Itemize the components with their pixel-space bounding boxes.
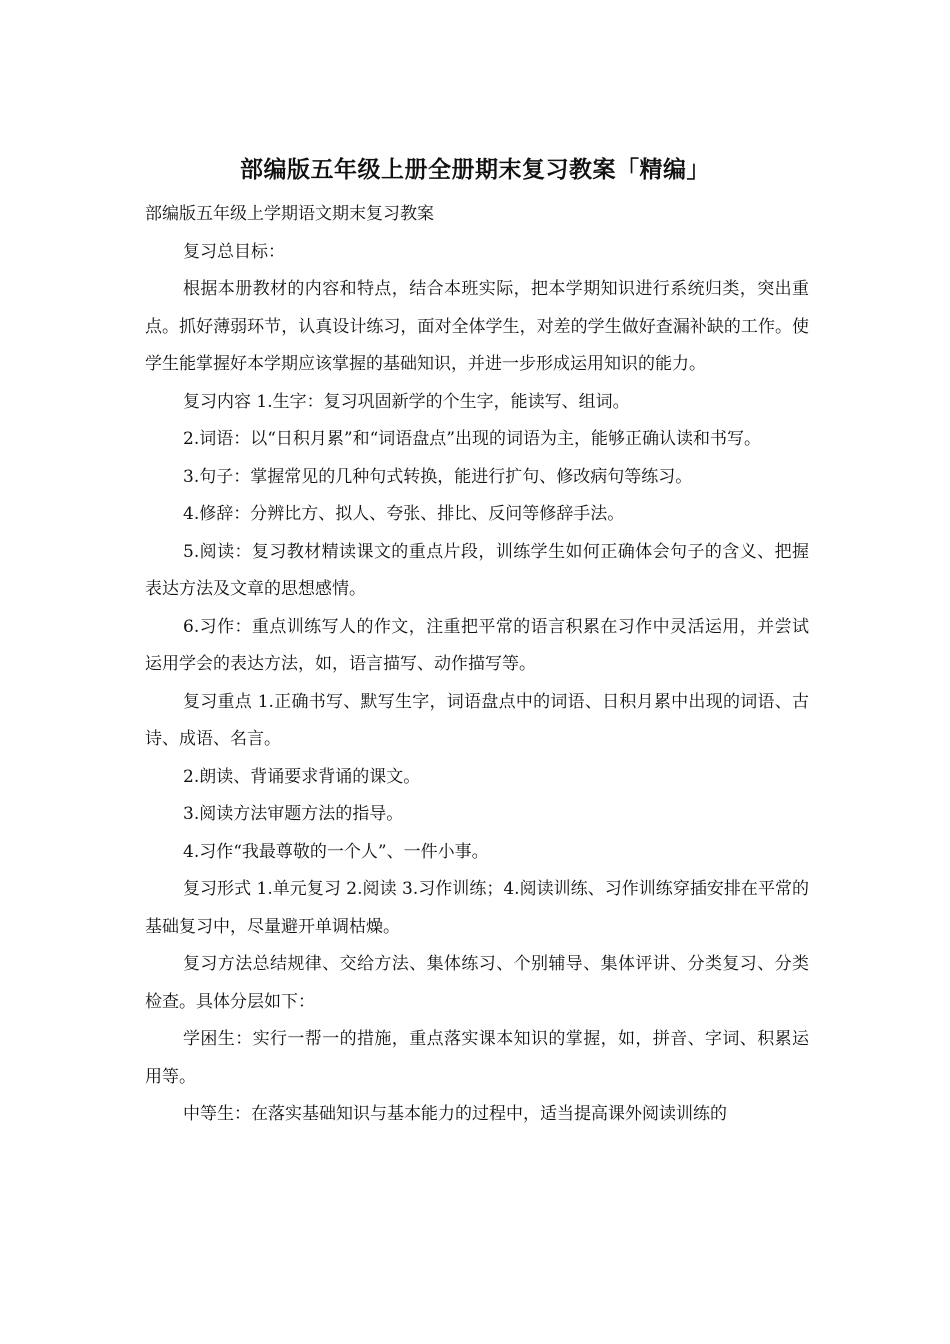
paragraph: 复习内容 1.生字：复习巩固新学的个生字，能读写、组词。 — [183, 391, 630, 412]
paragraph: 3.阅读方法审题方法的指导。 — [183, 804, 404, 824]
paragraph: 5.阅读：复习教材精读课文的重点片段，训练学生如何正确体会句子的含义、把握表达方法及文章的思想感情。 — [145, 541, 809, 599]
document-body — [145, 196, 809, 1134]
paragraph: 中等生：在落实基础知识与基本能力的过程中，适当提高课外阅读训练的 — [183, 1104, 727, 1124]
paragraph: 2.朗读、背诵要求背诵的课文。 — [183, 766, 421, 787]
paragraph: 4.习作“我最尊敬的一个人”、一件小事。 — [183, 841, 489, 862]
paragraph: 6.习作：重点训练写人的作文，注重把平常的语言积累在习作中灵活运用，并尝试运用学会的表达方法，如，语言描写、动作描写等。 — [145, 616, 809, 674]
paragraph: 学困生：实行一帮一的措施，重点落实课本知识的掌握，如，拼音、字词、积累运用等。 — [145, 1029, 809, 1087]
paragraph: 复习总目标： — [183, 241, 285, 262]
document-title: 部编版五年级上册全册期末复习教案「精编」 — [240, 156, 710, 183]
paragraph: 部编版五年级上学期语文期末复习教案 — [145, 204, 434, 224]
paragraph: 复习重点 1.正确书写、默写生字，词语盘点中的词语、日积月累中出现的词语、古诗、成语、名言。 — [145, 691, 809, 749]
paragraph: 根据本册教材的内容和特点，结合本班实际，把本学期知识进行系统归类，突出重点。抓好薄弱环节，认真设计练习，面对全体学生，对差的学生做好查漏补缺的工作。使学生能掌握好本学期应该掌握的基础知识，并进一步形成运用知识的能力。 — [145, 279, 809, 374]
paragraph: 3.句子：掌握常见的几种句式转换，能进行扩句、修改病句等练习。 — [183, 466, 693, 487]
paragraph: 复习方法总结规律、交给方法、集体练习、个别辅导、集体评讲、分类复习、分类检查。具体分层如下： — [145, 954, 809, 1012]
paragraph: 4.修辞：分辨比方、拟人、夸张、排比、反问等修辞手法。 — [183, 504, 625, 524]
paragraph: 2.词语：以“日积月累”和“词语盘点”出现的词语为主，能够正确认读和书写。 — [183, 429, 761, 449]
paragraph: 复习形式 1.单元复习 2.阅读 3.习作训练；4.阅读训练、习作训练穿插安排在平常的基础复习中，尽量避开单调枯燥。 — [145, 879, 809, 937]
